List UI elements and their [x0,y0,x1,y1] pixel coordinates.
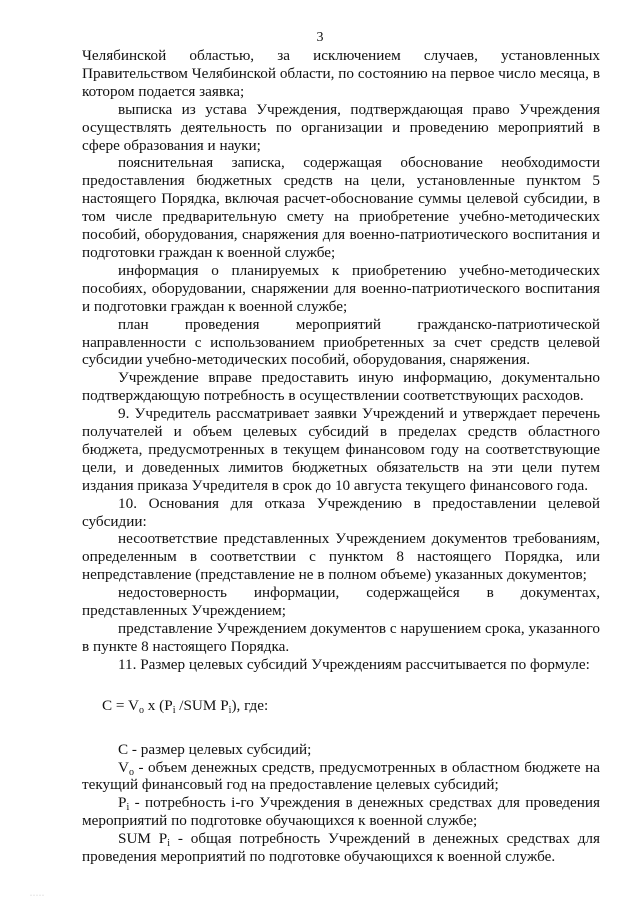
paragraph-3: пояснительная записка, содержащая обоснование необходимости предоставления бюджетных средств на цели, установленные пунктом 5 настоящего Порядка, включая расчет-обоснование суммы целевой субсидии, в том числе предварительную смету на приобретение учебно-методических пособий, оборудования, снаряжения для военно-патриотического воспитания и подготовки граждан к военной службе; [82,154,600,261]
paragraph-1: Челябинской областью, за исключением случаев, установленных Правительством Челябинской области, по состоянию на первое число месяца, в котором подается заявка; [82,47,600,100]
paragraph-8: 10. Основания для отказа Учреждению в предоставлении целевой субсидии: [82,494,600,530]
formula-tail: ), где: [231,696,269,714]
definition-sum-sub: i [167,838,170,850]
paragraph-5: план проведения мероприятий гражданско-патриотической направленности с использованием приобретенных за счет средств целевой субсидии учебно-методических пособий, оборудования, снаряжения. [82,315,600,369]
definition-p [82,794,600,830]
formula [82,697,600,715]
definition-v-sub: o [128,766,134,778]
formula-p-sub: i [172,704,176,716]
formula-slash: /SUM P [175,696,229,714]
paragraph-10: недостоверность информации, содержащейся в документах, представленных Учреждением; [82,584,600,620]
paragraph-12: 11. Размер целевых субсидий Учреждениям рассчитывается по формуле: [118,655,590,673]
formula-sum-sub: i [228,704,232,716]
formula-lhs: C = V [102,696,139,714]
document-body [82,47,600,866]
paragraph-11: представление Учреждением документов с нарушением срока, указанного в пункте 8 настоящего Порядка. [82,620,600,655]
paragraph-7: 9. Учредитель рассматривает заявки Учреждений и утверждает перечень получателей и объем целевых субсидий в пределах средств областного бюджета, предусмотренных в текущем финансовом году на соответствующие цели, и доведенных лимитов бюджетных обязательств на эти цели путем издания приказа Учредителя в срок до 10 августа текущего финансового года. [82,405,600,494]
definition-v-text: - объем денежных средств, предусмотренных в областном бюджете на текущий финансовый год на предоставление целевых субсидий; [82,758,600,794]
definition-p-symbol: P [118,794,127,812]
definition-sum-symbol: SUM P [118,830,168,848]
definition-sum [82,830,600,866]
definition-sum-text: - общая потребность Учреждений в денежных средствах для проведения мероприятий по подготовке обучающихся к военной службе. [82,830,600,866]
definition-c: С - размер целевых субсидий; [118,740,312,758]
definition-v [82,759,600,795]
paragraph-6: Учреждение вправе предоставить иную информацию, документально подтверждающую потребность в осуществлении соответствующих расходов. [82,369,600,405]
definition-p-sub: i [126,802,130,814]
paragraph-9: несоответствие представленных Учреждением документов требованиям, определенным в соответствии с пунктом 8 настоящего Порядка, или непредставление (представление не в полном объеме) указанных документов; [82,530,600,584]
formula-v-sub: o [138,704,144,716]
paragraph-2: выписка из устава Учреждения, подтверждающая право Учреждения осуществлять деятельность по организации и проведению мероприятий в сфере образования и науки; [82,100,600,154]
definition-p-text: - потребность i-го Учреждения в денежных средствах для проведения мероприятий по подготовке обучающихся к военной службе; [82,794,600,830]
page-number: 3 [316,30,324,45]
formula-times: x (P [143,696,173,714]
definition-v-symbol: V [118,758,129,776]
footer-mark: ····· [30,893,45,899]
paragraph-4: информация о планируемых к приобретению учебно-методических пособиях, оборудовании, снаряжении для военно-патриотического воспитания и подготовки граждан к военной службе; [82,261,600,315]
